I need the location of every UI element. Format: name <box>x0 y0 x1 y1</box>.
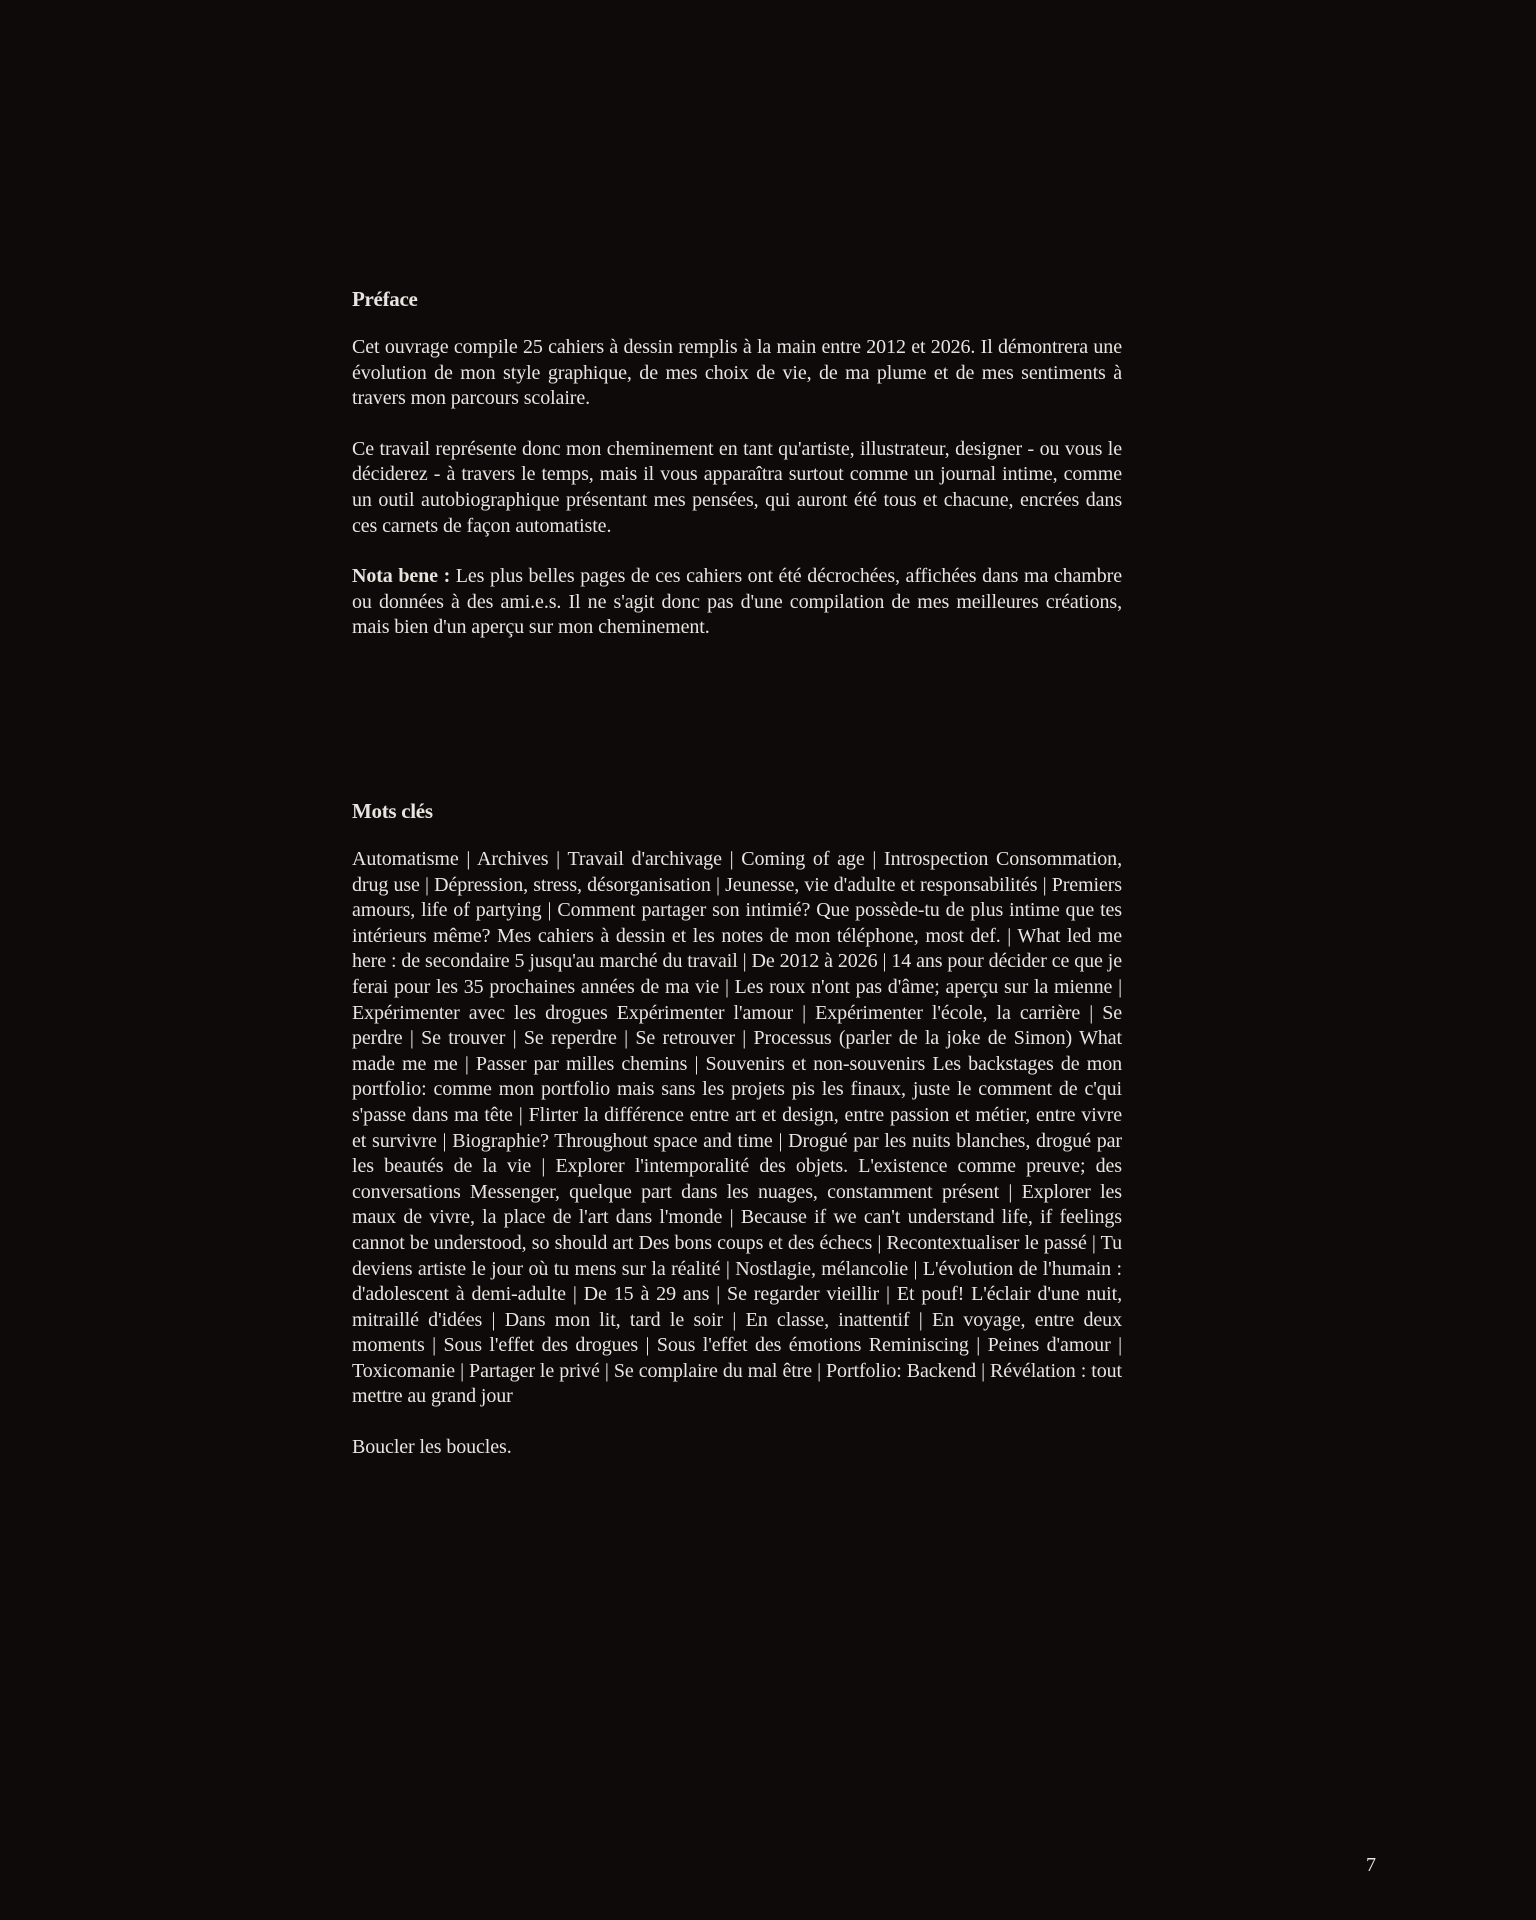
page-number: 7 <box>1366 1854 1376 1876</box>
keywords-list: Automatisme | Archives | Travail d'archivage | Coming of age | Introspection Consommation, drug use | Dépression, stress, désorganisation | Jeunesse, vie d'adulte et responsabilités | Premiers amours, life of partying | Comment partager son intimié? Que possède-tu de plus intime que tes intérieurs même? Mes cahiers à dessin et les notes de mon téléphone, most def. | What led me here : de secondaire 5 jusqu'au marché du travail | De 2012 à 2026 | 14 ans pour décider ce que je ferai pour les 35 prochaines années de ma vie | Les roux n'ont pas d'âme; aperçu sur la mienne | Expérimenter avec les drogues Expérimenter l'amour | Expérimenter l'école, la carrière | Se perdre | Se trouver | Se reperdre | Se retrouver | Processus (parler de la joke de Simon) What made me me | Passer par milles chemins | Souvenirs et non-souvenirs Les backstages de mon portfolio: comme mon portfolio mais sans les projets pis les finaux, juste le comment de c'qui s'passe dans ma tête | Flirter la différence entre art et design, entre passion et métier, entre vivre et survivre | Biographie? Throughout space and time | Drogué par les nuits blanches, drogué par les beautés de la vie | Explorer l'intemporalité des objets. L'existence comme preuve; des conversations Messenger, quelque part dans les nuages, constamment présent | Explorer les maux de vivre, la place de l'art dans l'monde | Because if we can't understand life, if feelings cannot be understood, so should art Des bons coups et des échecs | Recontextualiser le passé | Tu deviens artiste le jour où tu mens sur la réalité | Nostlagie, mélancolie | L'évolution de l'humain : d'adolescent à demi-adulte | De 15 à 29 ans | Se regarder vieillir | Et pouf! L'éclair d'une nuit, mitraillé d'idées | Dans mon lit, tard le soir | En classe, inattentif | En voyage, entre deux moments | Sous l'effet des drogues | Sous l'effet des émotions Reminiscing | Peines d'amour | Toxicomanie | Partager le privé | Se complaire du mal être | Portfolio: Backend | Révélation : tout mettre au grand jour <box>352 848 1122 1408</box>
nota-bene-text: Les plus belles pages de ces cahiers ont été décrochées, affichées dans ma chambre ou données à des ami.e.s. Il ne s'agit donc pas d'une compilation de mes meilleures créations, mais bien d'un aperçu sur mon cheminement. <box>352 565 1123 639</box>
preface-paragraph-1: Cet ouvrage compile 25 cahiers à dessin remplis à la main entre 2012 et 2026. Il démontrera une évolution de mon style graphique, de mes choix de vie, de ma plume et de mes sentiments à travers mon parcours scolaire. <box>352 336 1122 410</box>
keywords-section <box>352 796 1122 1461</box>
preface-section <box>352 284 1122 666</box>
preface-paragraph-2: Ce travail représente donc mon cheminement en tant qu'artiste, illustrateur, designer - ou vous le déciderez - à travers le temps, mais il vous apparaîtra surtout comme un journal intime, comme un outil autobiographique présentant mes pensées, qui auront été tous et chacune, encrées dans ces carnets de façon automatiste. <box>352 437 1122 537</box>
nota-bene-paragraph <box>352 564 1122 641</box>
preface-title: Préface <box>352 287 418 311</box>
keywords-title: Mots clés <box>352 799 433 823</box>
keywords-closing: Boucler les boucles. <box>352 1436 512 1459</box>
nota-bene-label: Nota bene : <box>352 565 451 588</box>
